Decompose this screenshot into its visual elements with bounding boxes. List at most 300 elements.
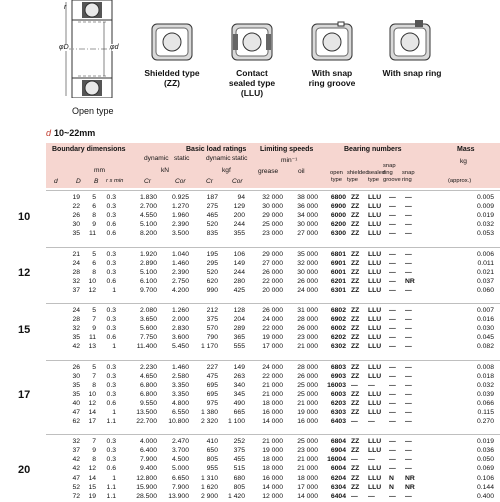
cell-mass: 0.036 xyxy=(476,447,494,455)
cell-grease: 19 000 xyxy=(262,447,283,455)
table-header xyxy=(46,143,500,188)
cell-cor-kgf: 340 xyxy=(233,381,245,389)
cell-snap-groove: — xyxy=(389,456,396,464)
cell-mass: 0.270 xyxy=(476,418,494,426)
cell-grease: 14 000 xyxy=(262,483,283,491)
bore-diameter-label: 17 xyxy=(18,389,31,402)
cell-oil: 27 000 xyxy=(297,230,318,238)
cell-cr-kn: 13.500 xyxy=(136,409,157,416)
cell-cor-kgf: 375 xyxy=(233,447,245,455)
cell-oil: 26 000 xyxy=(297,372,318,380)
bore-diameter-label: 20 xyxy=(18,464,31,477)
cell-cor-kn: 0.925 xyxy=(171,194,189,201)
table-row xyxy=(46,221,500,230)
cell-open-type: 6204 xyxy=(330,474,346,482)
cell-cor-kn: 4.200 xyxy=(171,286,189,294)
cell-cr-kn: 9.550 xyxy=(139,399,157,407)
cell-D: 42 xyxy=(72,456,80,464)
cell-r: 0.6 xyxy=(106,334,116,342)
bore-diameter-label: 15 xyxy=(18,323,31,336)
cell-cor-kn: 1.960 xyxy=(171,212,189,220)
cell-B: 12 xyxy=(88,399,96,407)
cell-grease: 19 000 xyxy=(262,334,283,342)
cell-B: 12 xyxy=(88,465,96,473)
cell-sealed: LLU xyxy=(368,390,382,398)
cell-snap-groove: — xyxy=(389,268,396,276)
table-row xyxy=(46,382,500,391)
cell-snap-ring: — xyxy=(405,316,412,324)
cell-sealed: LLU xyxy=(368,268,382,276)
cell-cor-kn: 2.830 xyxy=(171,325,189,333)
cell-cor-kgf: 455 xyxy=(233,456,245,464)
cell-open-type: 6404 xyxy=(330,492,346,500)
hdr-mass: Mass xyxy=(457,146,475,153)
dim-r-label: r xyxy=(64,4,67,11)
cell-open-type: 6002 xyxy=(330,325,346,333)
hdr-kn: kN xyxy=(161,167,170,174)
cell-cor-kn: 3.700 xyxy=(171,447,189,455)
cell-cr-kgf: 650 xyxy=(206,447,218,455)
hdr-boundary: Boundary dimensions xyxy=(52,146,126,153)
contact-sealed-type-icon xyxy=(230,20,274,64)
cell-snap-groove: — xyxy=(389,221,396,229)
cell-shielded: ZZ xyxy=(351,268,360,276)
cell-shielded: ZZ xyxy=(351,474,360,482)
cell-D: 26 xyxy=(72,212,80,220)
cell-mass: 0.032 xyxy=(476,381,494,389)
cell-snap-groove: — xyxy=(389,390,396,398)
cell-D: 42 xyxy=(72,465,80,473)
cell-snap-groove: — xyxy=(389,492,396,500)
cell-shielded: — xyxy=(351,418,358,426)
cell-cor-kn: 1.270 xyxy=(171,203,189,211)
cell-cor-kgf: 355 xyxy=(233,230,245,238)
cell-B: 14 xyxy=(88,474,96,482)
cell-cr-kn: 5.100 xyxy=(139,221,157,229)
cell-oil: 38 000 xyxy=(297,194,318,201)
hdr-static1: static xyxy=(174,155,190,162)
diameter-range-title xyxy=(46,128,95,138)
cell-shielded: — xyxy=(351,456,358,464)
cell-snap-ring: — xyxy=(405,447,412,455)
cell-cr-kgf: 570 xyxy=(206,325,218,333)
cell-cr-kgf: 520 xyxy=(206,221,218,229)
cell-open-type: 6902 xyxy=(330,316,346,324)
cell-cr-kn: 1.920 xyxy=(139,250,157,258)
cell-open-type: 6200 xyxy=(330,221,346,229)
cell-B: 10 xyxy=(88,390,96,398)
cell-sealed: LLU xyxy=(368,438,382,446)
cell-B: 6 xyxy=(92,259,96,267)
cell-grease: 21 000 xyxy=(262,438,283,446)
snap-ring-groove-label: With snap ring groove xyxy=(308,68,356,88)
cell-B: 5 xyxy=(92,363,96,371)
cell-D: 35 xyxy=(72,381,80,389)
cell-oil: 23 000 xyxy=(297,447,318,455)
cell-mass: 0.115 xyxy=(477,409,494,416)
table-row xyxy=(46,230,500,239)
cell-shielded: ZZ xyxy=(351,438,360,446)
cell-cor-kgf: 244 xyxy=(233,268,245,276)
cell-sealed: — xyxy=(368,456,375,464)
cell-cr-kgf: 2 900 xyxy=(200,492,218,500)
hdr-col-B: B xyxy=(94,178,99,185)
cell-D: 37 xyxy=(72,286,80,294)
table-row xyxy=(46,438,500,447)
cell-grease: 18 000 xyxy=(262,465,283,473)
hdr-snap-groove: snap ring groove xyxy=(383,163,401,183)
cell-oil: 36 000 xyxy=(297,203,318,211)
cell-snap-ring: — xyxy=(405,372,412,380)
cell-oil: 21 000 xyxy=(297,343,318,351)
cell-oil: 26 000 xyxy=(297,325,318,333)
cell-D: 30 xyxy=(72,372,80,380)
cell-mass: 0.008 xyxy=(476,363,494,371)
cell-r: 1 xyxy=(112,409,116,416)
cell-shielded: ZZ xyxy=(351,447,360,455)
cell-open-type: 6800 xyxy=(330,194,346,201)
cell-r: 0.3 xyxy=(106,212,116,220)
cell-cor-kn: 1.460 xyxy=(171,363,189,371)
cell-cor-kgf: 244 xyxy=(233,221,245,229)
cell-cor-kn: 6.650 xyxy=(171,474,189,482)
group-divider xyxy=(46,360,500,361)
hdr-mm: mm xyxy=(94,167,105,174)
cell-sealed: — xyxy=(368,492,375,500)
cell-sealed: LLU xyxy=(368,259,382,267)
cell-cor-kgf: 149 xyxy=(233,363,245,371)
cell-r: 0.3 xyxy=(106,316,116,324)
table-row xyxy=(46,475,500,484)
cell-cr-kgf: 975 xyxy=(206,399,218,407)
hdr-col-D: D xyxy=(76,178,81,185)
cell-sealed: LLU xyxy=(368,334,382,342)
cell-open-type: 6203 xyxy=(330,399,346,407)
cell-cor-kn: 3.350 xyxy=(171,390,189,398)
cell-D: 62 xyxy=(72,418,80,426)
hdr-sealed: sealed type xyxy=(368,170,386,183)
snap-ring-groove-icon xyxy=(310,20,354,64)
cell-snap-groove: — xyxy=(389,409,396,416)
cell-cor-kgf: 252 xyxy=(233,438,245,446)
cell-snap-ring: — xyxy=(405,259,412,267)
cell-r: 0.3 xyxy=(106,307,116,314)
cell-open-type: 6403 xyxy=(330,418,346,426)
cell-shielded: ZZ xyxy=(351,286,360,294)
table-row xyxy=(46,307,500,316)
cell-snap-groove: N xyxy=(389,474,394,482)
cell-sealed: LLU xyxy=(368,474,382,482)
cell-cr-kn: 3.650 xyxy=(139,316,157,324)
cell-mass: 0.053 xyxy=(476,230,494,238)
cell-cr-kn: 6.800 xyxy=(139,390,157,398)
cell-grease: 29 000 xyxy=(262,212,283,220)
table-row xyxy=(46,194,500,203)
cell-D: 52 xyxy=(72,483,80,491)
cell-mass: 0.037 xyxy=(476,277,494,285)
cell-sealed: LLU xyxy=(368,277,382,285)
hdr-basic-load: Basic load ratings xyxy=(186,146,247,153)
cell-oil: 16 000 xyxy=(297,418,318,426)
cell-cor-kgf: 515 xyxy=(233,465,245,473)
cell-cr-kgf: 805 xyxy=(206,456,218,464)
cell-oil: 21 000 xyxy=(297,465,318,473)
cell-shielded: ZZ xyxy=(351,372,360,380)
cell-snap-groove: — xyxy=(389,343,396,351)
cell-snap-groove: — xyxy=(389,399,396,407)
hdr-grease: grease xyxy=(258,168,279,175)
cell-snap-ring: — xyxy=(405,334,412,342)
cell-B: 11 xyxy=(88,334,96,342)
cell-mass: 0.050 xyxy=(476,456,494,464)
cell-B: 7 xyxy=(92,372,96,380)
cell-snap-groove: — xyxy=(389,325,396,333)
cell-cr-kgf: 620 xyxy=(206,277,218,285)
cell-cor-kgf: 200 xyxy=(233,212,245,220)
hdr-limiting: Limiting speeds xyxy=(260,146,314,153)
cell-cr-kn: 5.100 xyxy=(139,268,157,276)
table-row xyxy=(46,334,500,343)
cell-grease: 22 000 xyxy=(262,277,283,285)
cell-mass: 0.106 xyxy=(476,474,494,482)
cell-B: 14 xyxy=(88,409,96,416)
cell-cr-kn: 4.550 xyxy=(139,212,157,220)
cell-sealed: LLU xyxy=(368,465,382,473)
cell-cr-kgf: 1 620 xyxy=(200,483,218,491)
cell-cor-kn: 1.260 xyxy=(171,307,189,314)
cell-cr-kgf: 1 380 xyxy=(200,409,218,416)
cell-oil: 28 000 xyxy=(297,316,318,324)
table-row xyxy=(46,316,500,325)
cell-oil: 28 000 xyxy=(297,363,318,371)
cell-shielded: ZZ xyxy=(351,409,360,416)
cell-mass: 0.066 xyxy=(476,399,494,407)
shielded-type-label: Shielded type (ZZ) xyxy=(144,68,200,88)
cell-B: 7 xyxy=(92,316,96,324)
cell-cr-kn: 1.830 xyxy=(139,194,157,201)
cell-sealed: LLU xyxy=(368,343,382,351)
cell-D: 28 xyxy=(72,268,80,276)
cell-r: 0.3 xyxy=(106,381,116,389)
cell-open-type: 6904 xyxy=(330,447,346,455)
cell-snap-groove: N xyxy=(389,483,394,491)
cell-open-type: 6804 xyxy=(330,438,346,446)
cell-grease: 20 000 xyxy=(262,286,283,294)
cell-cor-kgf: 425 xyxy=(233,286,245,294)
cell-snap-groove: — xyxy=(389,465,396,473)
cell-cor-kn: 2.000 xyxy=(171,316,189,324)
cell-sealed: LLU xyxy=(368,325,382,333)
hdr-col-d: d xyxy=(54,178,58,185)
cell-cor-kn: 3.500 xyxy=(171,230,189,238)
cell-grease: 16 000 xyxy=(262,409,283,416)
cell-cor-kn: 5.000 xyxy=(171,465,189,473)
cell-snap-groove: — xyxy=(389,381,396,389)
cell-cor-kn: 2.390 xyxy=(171,268,189,276)
cell-shielded: ZZ xyxy=(351,483,360,491)
cell-D: 47 xyxy=(72,409,80,416)
cell-B: 8 xyxy=(92,268,96,276)
cell-oil: 30 000 xyxy=(297,268,318,276)
cell-shielded: ZZ xyxy=(351,325,360,333)
group-divider xyxy=(46,434,500,435)
dim-D-label: φD xyxy=(59,44,69,51)
cell-cr-kgf: 295 xyxy=(206,259,218,267)
cell-shielded: ZZ xyxy=(351,221,360,229)
cell-mass: 0.006 xyxy=(476,250,494,258)
table-row xyxy=(46,465,500,474)
table-row xyxy=(46,409,500,418)
cell-grease: 25 000 xyxy=(262,221,283,229)
cell-cor-kn: 7.900 xyxy=(171,483,189,491)
cell-snap-groove: — xyxy=(389,286,396,294)
cell-shielded: ZZ xyxy=(351,212,360,220)
cell-snap-ring: — xyxy=(405,399,412,407)
cell-cr-kn: 4.000 xyxy=(139,438,157,446)
cell-snap-ring: NR xyxy=(405,483,415,491)
cell-snap-ring: — xyxy=(405,230,412,238)
cell-grease: 26 000 xyxy=(262,268,283,276)
hdr-rpm: min⁻¹ xyxy=(281,157,298,164)
hdr-dynamic1: dynamic xyxy=(144,155,169,162)
hdr-kgf: kgf xyxy=(222,167,231,174)
cell-snap-groove: — xyxy=(389,372,396,380)
cell-D: 24 xyxy=(72,307,80,314)
cell-snap-groove: — xyxy=(389,230,396,238)
cell-open-type: 6304 xyxy=(330,483,346,491)
cell-snap-ring: — xyxy=(405,286,412,294)
cell-cor-kn: 6.550 xyxy=(171,409,189,416)
cell-sealed: LLU xyxy=(368,203,382,211)
cell-grease: 32 000 xyxy=(262,194,283,201)
cell-grease: 24 000 xyxy=(262,316,283,324)
cell-sealed: — xyxy=(368,418,375,426)
cell-B: 5 xyxy=(92,307,96,314)
hdr-approx: (approx.) xyxy=(448,178,472,184)
cell-sealed: LLU xyxy=(368,221,382,229)
cell-snap-ring: — xyxy=(405,390,412,398)
cell-mass: 0.045 xyxy=(476,334,494,342)
hdr-col-r: r s min xyxy=(106,178,124,184)
hdr-dynamic2: dynamic xyxy=(206,155,231,162)
cell-snap-groove: — xyxy=(389,307,396,314)
cell-B: 11 xyxy=(88,230,96,238)
cell-r: 0.3 xyxy=(106,268,116,276)
cell-oil: 25 000 xyxy=(297,390,318,398)
cell-D: 42 xyxy=(72,343,80,351)
cell-D: 47 xyxy=(72,474,80,482)
cell-D: 26 xyxy=(72,363,80,371)
cell-shielded: ZZ xyxy=(351,316,360,324)
cell-r: 0.3 xyxy=(106,250,116,258)
cell-cor-kgf: 128 xyxy=(233,307,245,314)
cell-grease: 16 000 xyxy=(262,474,283,482)
cell-cr-kgf: 990 xyxy=(206,286,218,294)
cell-oil: 14 000 xyxy=(297,492,318,500)
cell-sealed: LLU xyxy=(368,316,382,324)
cell-oil: 17 000 xyxy=(297,483,318,491)
cell-r: 0.3 xyxy=(106,203,116,211)
hdr-open-type: open type xyxy=(330,170,343,183)
cell-D: 30 xyxy=(72,221,80,229)
group-divider xyxy=(46,190,500,191)
cell-cor-kn: 1.040 xyxy=(171,250,189,258)
cell-r: 0.3 xyxy=(106,259,116,267)
cell-cor-kn: 2.470 xyxy=(171,438,189,446)
cell-mass: 0.016 xyxy=(476,316,494,324)
cell-r: 1.1 xyxy=(106,483,116,491)
cell-r: 0.3 xyxy=(106,325,116,333)
cell-sealed: LLU xyxy=(368,212,382,220)
cell-cr-kgf: 475 xyxy=(206,372,218,380)
cell-B: 5 xyxy=(92,250,96,258)
cell-cr-kgf: 1 170 xyxy=(200,343,218,351)
cell-mass: 0.011 xyxy=(477,259,494,267)
cell-D: 32 xyxy=(72,438,80,446)
cell-snap-groove: — xyxy=(389,334,396,342)
bore-diameter-label: 12 xyxy=(18,267,31,280)
cell-grease: 23 000 xyxy=(262,230,283,238)
cell-cor-kn: 2.580 xyxy=(171,372,189,380)
cell-cor-kgf: 129 xyxy=(233,203,245,211)
cell-cr-kgf: 695 xyxy=(206,390,218,398)
table-row xyxy=(46,364,500,373)
cell-r: 0.3 xyxy=(106,456,116,464)
cell-sealed: LLU xyxy=(368,483,382,491)
cell-mass: 0.019 xyxy=(476,438,494,446)
cell-shielded: ZZ xyxy=(351,203,360,211)
cell-shielded: — xyxy=(351,381,358,389)
cell-snap-ring: — xyxy=(405,363,412,371)
cell-cr-kgf: 465 xyxy=(206,212,218,220)
table-row xyxy=(46,391,500,400)
cell-r: 0.6 xyxy=(106,277,116,285)
table-row xyxy=(46,260,500,269)
cell-oil: 26 000 xyxy=(297,277,318,285)
cell-sealed: — xyxy=(368,381,375,389)
cell-cor-kn: 1.460 xyxy=(171,259,189,267)
cell-snap-groove: — xyxy=(389,418,396,426)
cell-sealed: LLU xyxy=(368,447,382,455)
cell-B: 7 xyxy=(92,438,96,446)
cell-B: 12 xyxy=(88,286,96,294)
group-divider xyxy=(46,303,500,304)
table-row xyxy=(46,484,500,493)
cell-open-type: 6004 xyxy=(330,465,346,473)
cell-open-type: 6202 xyxy=(330,334,346,342)
cell-snap-ring: — xyxy=(405,343,412,351)
cell-D: 21 xyxy=(72,250,80,258)
cell-sealed: LLU xyxy=(368,250,382,258)
cell-cr-kgf: 695 xyxy=(206,381,218,389)
cell-open-type: 6303 xyxy=(330,409,346,416)
table-row xyxy=(46,269,500,278)
cell-grease: 26 000 xyxy=(262,307,283,314)
cell-B: 9 xyxy=(92,325,96,333)
cell-cr-kn: 9.400 xyxy=(139,465,157,473)
cell-cr-kn: 2.890 xyxy=(139,259,157,267)
cell-snap-groove: — xyxy=(389,438,396,446)
cell-r: 1 xyxy=(112,286,116,294)
hdr-oil: oil xyxy=(298,168,305,175)
hdr-col-cor2: Cor xyxy=(232,178,243,185)
cell-cr-kgf: 227 xyxy=(206,363,218,371)
cell-B: 8 xyxy=(92,381,96,389)
cell-r: 0.3 xyxy=(106,447,116,455)
cell-open-type: 6802 xyxy=(330,307,346,314)
cell-shielded: ZZ xyxy=(351,277,360,285)
cell-B: 17 xyxy=(88,418,96,426)
